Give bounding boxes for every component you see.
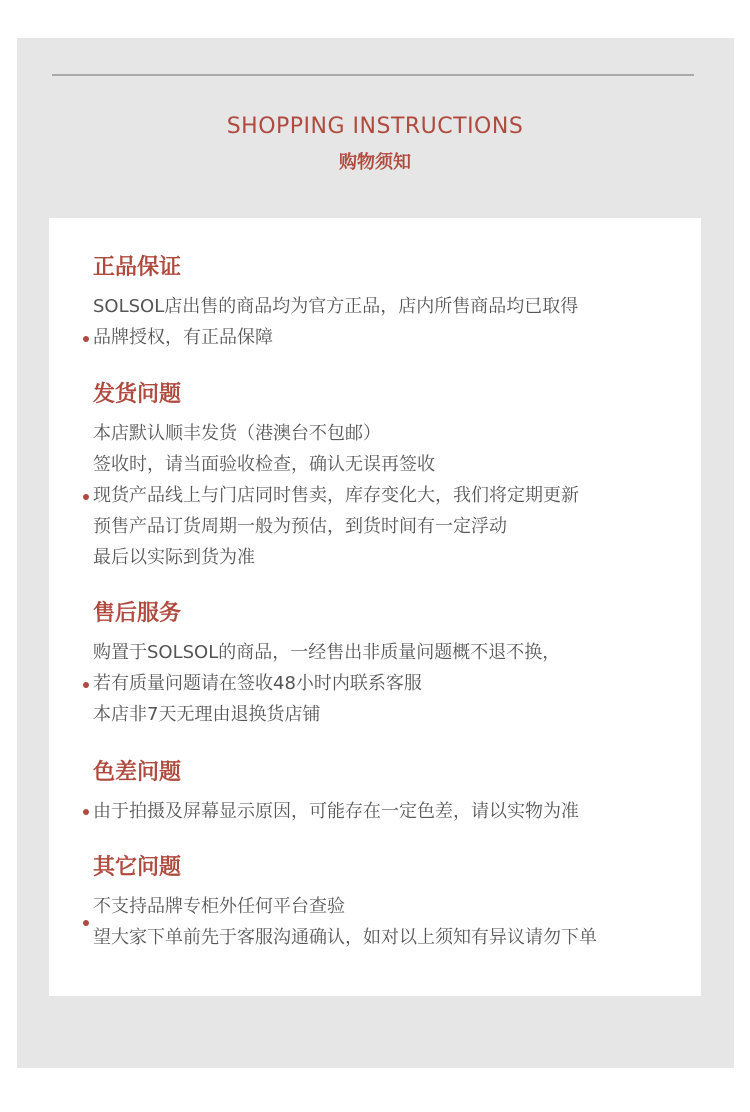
title-chinese: 购物须知 [339, 152, 411, 173]
section-line: SOLSOL店出售的商品均为官方正品，店内所售商品均已取得 [93, 296, 579, 317]
bullet-dot [83, 809, 89, 815]
bullet-dot [83, 336, 89, 342]
section-line: 预售产品订货周期一般为预估，到货时间有一定浮动 [93, 516, 507, 537]
section-body [93, 796, 693, 827]
title-english: SHOPPING INSTRUCTIONS [226, 114, 524, 139]
bullet-dot [83, 682, 89, 688]
section-heading: 发货问题 [93, 382, 182, 407]
section-line: 若有质量问题请在签收48小时内联系客服 [93, 673, 422, 694]
section-line: 本店默认顺丰发货（港澳台不包邮） [93, 423, 381, 444]
section-body [93, 418, 693, 573]
section-heading: 正品保证 [93, 255, 182, 280]
instructions-card [49, 218, 701, 996]
section-heading: 其它问题 [93, 855, 182, 880]
section-line: 本店非7天无理由退换货店铺 [93, 704, 321, 725]
section-line: 由于拍摄及屏幕显示原因，可能存在一定色差，请以实物为准 [93, 801, 579, 822]
top-divider [52, 74, 694, 76]
section-line: 现货产品线上与门店同时售卖，库存变化大，我们将定期更新 [93, 485, 579, 506]
section-line: 签收时，请当面验收检查，确认无误再签收 [93, 454, 435, 475]
section-body [93, 637, 693, 730]
section-body [93, 291, 693, 353]
section-line: 最后以实际到货为准 [93, 547, 255, 568]
section-line: 不支持品牌专柜外任何平台查验 [93, 896, 345, 917]
section-heading: 售后服务 [93, 601, 182, 626]
section-line: 品牌授权，有正品保障 [93, 327, 273, 348]
bullet-dot [83, 920, 89, 926]
section-heading: 色差问题 [93, 760, 182, 785]
section-body [93, 891, 693, 953]
bullet-dot [83, 494, 89, 500]
section-line: 望大家下单前先于客服沟通确认，如对以上须知有异议请勿下单 [93, 927, 597, 948]
section-line: 购置于SOLSOL的商品，一经售出非质量问题概不退不换， [93, 642, 561, 663]
